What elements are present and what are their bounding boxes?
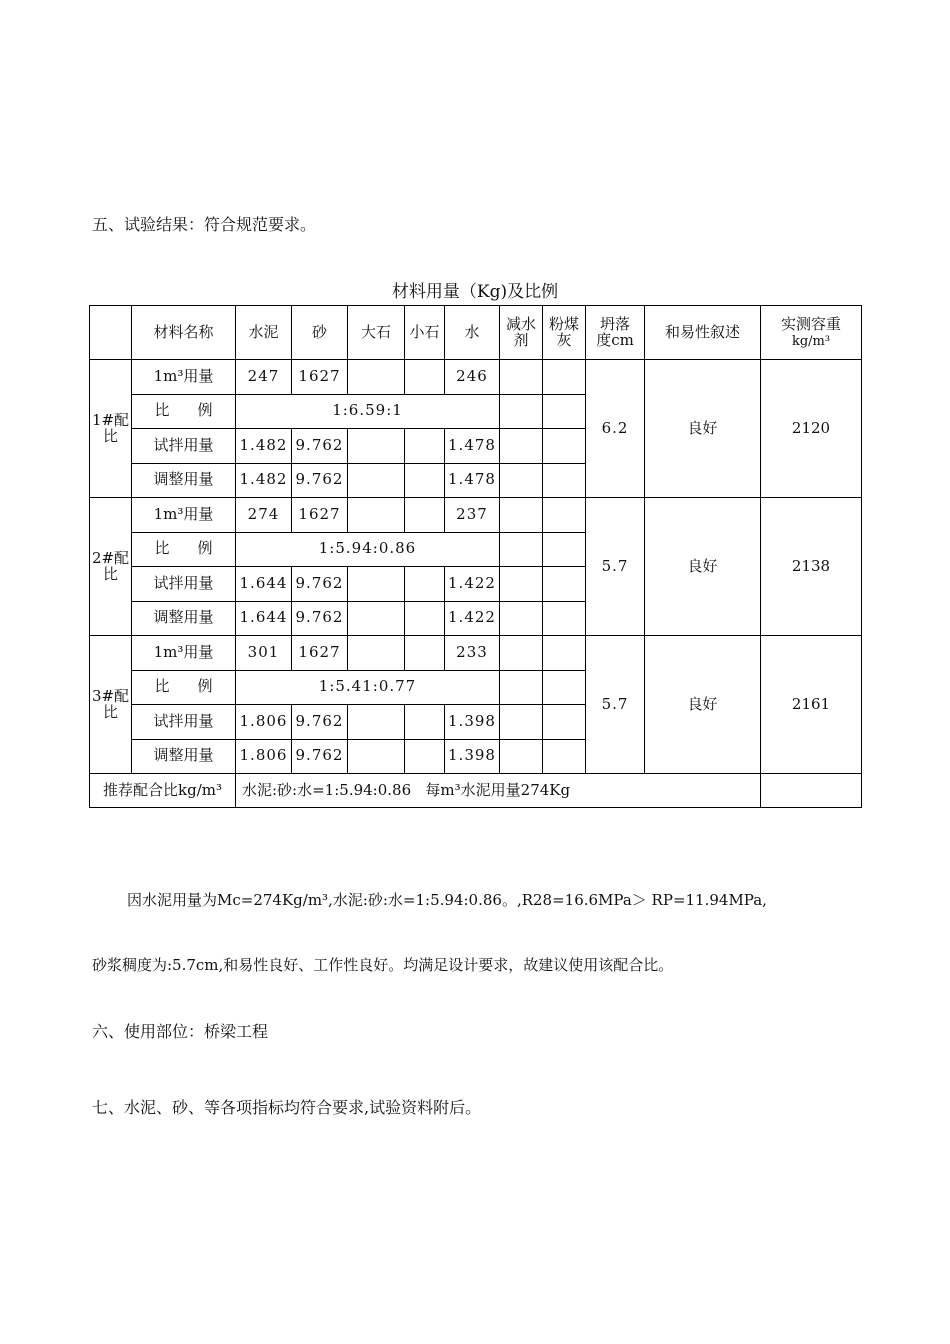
cell-reducer xyxy=(500,532,543,567)
cell-large-stone xyxy=(348,739,405,774)
header-small-stone: 小石 xyxy=(405,306,445,360)
cell-water: 1.398 xyxy=(445,739,500,774)
cell-sand: 9.762 xyxy=(292,463,348,498)
row-label-adjusted: 调整用量 xyxy=(132,601,236,636)
recommend-blank xyxy=(761,774,862,808)
cell-cement: 301 xyxy=(236,636,292,671)
row-label-ratio: 比 例 xyxy=(132,670,236,705)
cell-cement: 1.644 xyxy=(236,567,292,602)
cell-small-stone xyxy=(405,498,445,533)
cell-fly-ash xyxy=(543,739,586,774)
cell-large-stone xyxy=(348,429,405,464)
cell-large-stone xyxy=(348,567,405,602)
cell-slump: 6.2 xyxy=(586,360,645,498)
cell-fly-ash xyxy=(543,498,586,533)
cell-reducer xyxy=(500,567,543,602)
cell-cement: 1.644 xyxy=(236,601,292,636)
cell-water: 1.398 xyxy=(445,705,500,740)
cell-large-stone xyxy=(348,636,405,671)
row-label-m3: 1m³用量 xyxy=(132,498,236,533)
row-label-trial: 试拌用量 xyxy=(132,705,236,740)
cell-reducer xyxy=(500,498,543,533)
conclusion-line-1: 因水泥用量为Mc=274Kg/m³,水泥:砂:水=1:5.94:0.86。,R28=16.6MPa＞ RP=11.94MPa, xyxy=(127,891,767,909)
section-six-usage: 六、使用部位：桥梁工程 xyxy=(92,1022,269,1041)
cell-water: 1.478 xyxy=(445,429,500,464)
table-row xyxy=(90,498,862,533)
cell-water: 1.422 xyxy=(445,567,500,602)
row-label-trial: 试拌用量 xyxy=(132,429,236,464)
cell-fly-ash xyxy=(543,463,586,498)
cell-small-stone xyxy=(405,360,445,395)
mix-group-label: 2#配 比 xyxy=(90,498,132,636)
cell-water: 1.422 xyxy=(445,601,500,636)
cell-small-stone xyxy=(405,463,445,498)
cell-cement: 1.482 xyxy=(236,429,292,464)
cell-reducer xyxy=(500,360,543,395)
cell-fly-ash xyxy=(543,601,586,636)
cell-large-stone xyxy=(348,705,405,740)
cell-reducer xyxy=(500,705,543,740)
header-workability: 和易性叙述 xyxy=(645,306,761,360)
cell-sand: 9.762 xyxy=(292,601,348,636)
cell-large-stone xyxy=(348,360,405,395)
cell-fly-ash xyxy=(543,705,586,740)
row-label-adjusted: 调整用量 xyxy=(132,739,236,774)
conclusion-line-2: 砂浆稠度为:5.7cm,和易性良好、工作性良好。均满足设计要求，故建议使用该配合比。 xyxy=(92,956,674,974)
section-seven-note: 七、水泥、砂、等各项指标均符合要求,试验资料附后。 xyxy=(92,1098,482,1117)
cell-fly-ash xyxy=(543,567,586,602)
cell-workability: 良好 xyxy=(645,360,761,498)
cell-small-stone xyxy=(405,601,445,636)
cell-reducer xyxy=(500,739,543,774)
cell-water: 233 xyxy=(445,636,500,671)
row-label-adjusted: 调整用量 xyxy=(132,463,236,498)
cell-ratio: 1:5.41:0.77 xyxy=(236,670,500,705)
header-slump: 坍落 度cm xyxy=(586,306,645,360)
cell-water: 1.478 xyxy=(445,463,500,498)
cell-reducer xyxy=(500,670,543,705)
cell-sand: 1627 xyxy=(292,498,348,533)
cell-fly-ash xyxy=(543,636,586,671)
cell-density: 2138 xyxy=(761,498,862,636)
table-title: 材料用量（Kg)及比例 xyxy=(391,282,559,302)
header-sand: 砂 xyxy=(292,306,348,360)
cell-small-stone xyxy=(405,739,445,774)
recommend-value: 水泥:砂:水=1:5.94:0.86 每m³水泥用量274Kg xyxy=(236,774,761,808)
cell-reducer xyxy=(500,636,543,671)
header-water-reducer: 减水 剂 xyxy=(500,306,543,360)
cell-reducer xyxy=(500,601,543,636)
cell-reducer xyxy=(500,394,543,429)
cell-sand: 9.762 xyxy=(292,429,348,464)
mix-group-label: 3#配 比 xyxy=(90,636,132,774)
cell-sand: 9.762 xyxy=(292,567,348,602)
header-water: 水 xyxy=(445,306,500,360)
cell-fly-ash xyxy=(543,394,586,429)
cell-cement: 1.806 xyxy=(236,705,292,740)
mix-group-label: 1#配 比 xyxy=(90,360,132,498)
cell-water: 237 xyxy=(445,498,500,533)
cell-cement: 247 xyxy=(236,360,292,395)
table-header-row xyxy=(90,306,862,360)
cell-workability: 良好 xyxy=(645,636,761,774)
header-blank xyxy=(90,306,132,360)
table-row xyxy=(90,360,862,395)
row-label-m3: 1m³用量 xyxy=(132,636,236,671)
cell-sand: 1627 xyxy=(292,636,348,671)
cell-reducer xyxy=(500,463,543,498)
cell-cement: 274 xyxy=(236,498,292,533)
recommend-row xyxy=(90,774,862,808)
header-material-name: 材料名称 xyxy=(132,306,236,360)
cell-small-stone xyxy=(405,429,445,464)
cell-slump: 5.7 xyxy=(586,498,645,636)
cell-reducer xyxy=(500,429,543,464)
cell-cement: 1.482 xyxy=(236,463,292,498)
header-fly-ash: 粉煤 灰 xyxy=(543,306,586,360)
cell-workability: 良好 xyxy=(645,498,761,636)
header-density: 实测容重 kg/m³ xyxy=(761,306,862,360)
cell-ratio: 1:5.94:0.86 xyxy=(236,532,500,567)
cell-ratio: 1:6.59:1 xyxy=(236,394,500,429)
cell-sand: 9.762 xyxy=(292,705,348,740)
row-label-m3: 1m³用量 xyxy=(132,360,236,395)
row-label-trial: 试拌用量 xyxy=(132,567,236,602)
row-label-ratio: 比 例 xyxy=(132,532,236,567)
row-label-ratio: 比 例 xyxy=(132,394,236,429)
cell-cement: 1.806 xyxy=(236,739,292,774)
recommend-label: 推荐配合比kg/m³ xyxy=(90,774,236,808)
cell-fly-ash xyxy=(543,360,586,395)
table-row xyxy=(90,636,862,671)
cell-fly-ash xyxy=(543,532,586,567)
section-five-result: 五、试验结果：符合规范要求。 xyxy=(92,215,317,234)
header-large-stone: 大石 xyxy=(348,306,405,360)
cell-sand: 9.762 xyxy=(292,739,348,774)
cell-small-stone xyxy=(405,705,445,740)
mix-proportion-table xyxy=(89,305,862,808)
cell-small-stone xyxy=(405,567,445,602)
cell-large-stone xyxy=(348,601,405,636)
cell-density: 2120 xyxy=(761,360,862,498)
cell-large-stone xyxy=(348,463,405,498)
cell-sand: 1627 xyxy=(292,360,348,395)
cell-fly-ash xyxy=(543,670,586,705)
cell-small-stone xyxy=(405,636,445,671)
header-cement: 水泥 xyxy=(236,306,292,360)
cell-large-stone xyxy=(348,498,405,533)
cell-slump: 5.7 xyxy=(586,636,645,774)
cell-density: 2161 xyxy=(761,636,862,774)
cell-fly-ash xyxy=(543,429,586,464)
cell-water: 246 xyxy=(445,360,500,395)
